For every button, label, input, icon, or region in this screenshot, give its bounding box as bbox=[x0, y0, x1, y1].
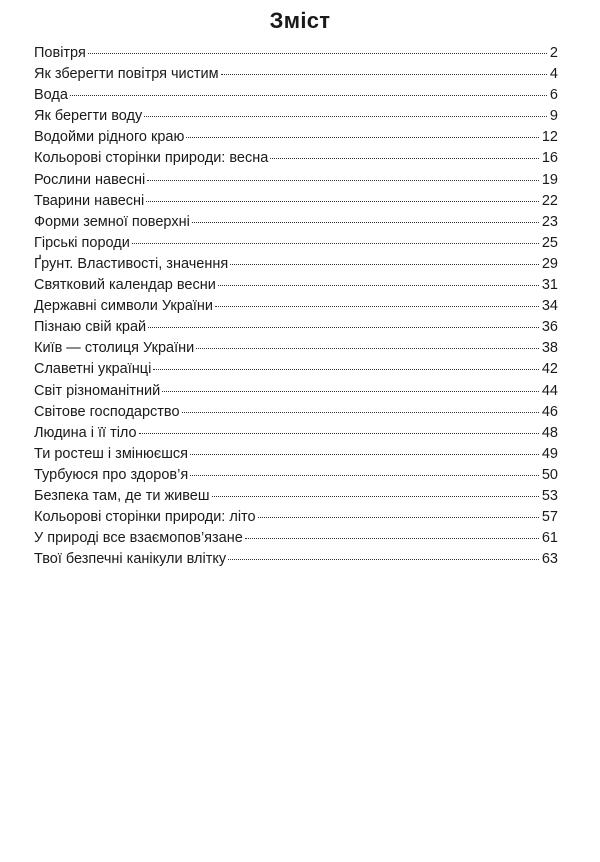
toc-entry bbox=[34, 85, 558, 106]
toc-entry-title: Водойми рідного краю bbox=[34, 129, 185, 146]
toc-entry bbox=[34, 465, 558, 486]
toc-entry bbox=[34, 127, 558, 148]
toc-entry-page-number: 4 bbox=[549, 66, 558, 83]
toc-entry-page-number: 9 bbox=[549, 108, 558, 125]
toc-entry-page-number: 29 bbox=[541, 255, 558, 272]
toc-entry bbox=[34, 212, 558, 233]
dot-leader bbox=[190, 454, 539, 455]
dot-leader bbox=[228, 559, 539, 560]
toc-entry bbox=[34, 64, 558, 85]
dot-leader bbox=[230, 264, 539, 265]
toc-entry bbox=[34, 359, 558, 380]
toc-entry bbox=[34, 106, 558, 127]
toc-entry bbox=[34, 254, 558, 275]
toc-entry-title: Кольорові сторінки природи: весна bbox=[34, 150, 269, 167]
dot-leader bbox=[147, 180, 539, 181]
toc-entry bbox=[34, 296, 558, 317]
dot-leader bbox=[190, 475, 539, 476]
toc-entry-page-number: 49 bbox=[541, 445, 558, 462]
dot-leader bbox=[218, 285, 539, 286]
toc-entry bbox=[34, 148, 558, 169]
toc-entry bbox=[34, 423, 558, 444]
toc-entry-title: Кольорові сторінки природи: літо bbox=[34, 509, 256, 526]
toc-entry-title: Славетні українці bbox=[34, 361, 152, 378]
toc-entry-title: У природі все взаємопов’язане bbox=[34, 530, 243, 547]
toc-entry-title: Турбуюся про здоров’я bbox=[34, 466, 189, 483]
toc-entry-title: Як берегти воду bbox=[34, 108, 143, 125]
table-of-contents bbox=[34, 43, 558, 570]
toc-entry-page-number: 16 bbox=[541, 150, 558, 167]
dot-leader bbox=[70, 95, 547, 96]
dot-leader bbox=[182, 412, 539, 413]
dot-leader bbox=[192, 222, 539, 223]
toc-entry bbox=[34, 338, 558, 359]
toc-entry-page-number: 25 bbox=[541, 234, 558, 251]
toc-entry bbox=[34, 233, 558, 254]
toc-entry-page-number: 31 bbox=[541, 277, 558, 294]
toc-entry bbox=[34, 191, 558, 212]
dot-leader bbox=[162, 391, 539, 392]
toc-entry-title: Людина і її тіло bbox=[34, 424, 137, 441]
toc-entry-title: Тварини навесні bbox=[34, 192, 145, 209]
toc-entry bbox=[34, 381, 558, 402]
toc-entry-title: Рослини навесні bbox=[34, 171, 146, 188]
toc-entry-page-number: 42 bbox=[541, 361, 558, 378]
toc-entry-page-number: 48 bbox=[541, 424, 558, 441]
toc-entry bbox=[34, 444, 558, 465]
toc-entry-page-number: 46 bbox=[541, 403, 558, 420]
toc-entry-page-number: 12 bbox=[541, 129, 558, 146]
toc-entry-title: Світ різноманітний bbox=[34, 382, 161, 399]
toc-entry-page-number: 44 bbox=[541, 382, 558, 399]
dot-leader bbox=[132, 243, 539, 244]
toc-entry-title: Безпека там, де ти живеш bbox=[34, 487, 210, 504]
dot-leader bbox=[196, 348, 539, 349]
toc-entry-page-number: 53 bbox=[541, 487, 558, 504]
dot-leader bbox=[146, 201, 539, 202]
toc-entry-title: Київ — столиця України bbox=[34, 340, 195, 357]
toc-entry-page-number: 34 bbox=[541, 298, 558, 315]
dot-leader bbox=[148, 327, 539, 328]
toc-entry-page-number: 19 bbox=[541, 171, 558, 188]
page-title: Зміст bbox=[269, 8, 331, 33]
toc-entry-title: Світове господарство bbox=[34, 403, 180, 420]
dot-leader bbox=[258, 517, 539, 518]
toc-entry-page-number: 57 bbox=[541, 509, 558, 526]
toc-entry-title: Державні символи України bbox=[34, 298, 214, 315]
toc-entry bbox=[34, 549, 558, 570]
toc-entry-title: Ґрунт. Властивості, значення bbox=[34, 255, 229, 272]
toc-entry-page-number: 50 bbox=[541, 466, 558, 483]
dot-leader bbox=[186, 137, 538, 138]
toc-entry bbox=[34, 43, 558, 64]
toc-entry-title: Повітря bbox=[34, 45, 86, 61]
toc-entry-page-number: 38 bbox=[541, 340, 558, 357]
toc-entry-page-number: 22 bbox=[541, 192, 558, 209]
toc-entry-title: Пізнаю свій край bbox=[34, 319, 147, 336]
toc-entry bbox=[34, 317, 558, 338]
toc-entry-page-number: 61 bbox=[541, 530, 558, 547]
toc-entry bbox=[34, 402, 558, 423]
dot-leader bbox=[212, 496, 539, 497]
dot-leader bbox=[221, 74, 547, 75]
dot-leader bbox=[144, 116, 547, 117]
dot-leader bbox=[215, 306, 539, 307]
toc-entry bbox=[34, 507, 558, 528]
toc-entry-title: Твої безпечні канікули влітку bbox=[34, 551, 227, 568]
toc-entry-title: Вода bbox=[34, 87, 68, 104]
toc-entry-page-number: 23 bbox=[541, 213, 558, 230]
toc-entry bbox=[34, 486, 558, 507]
dot-leader bbox=[88, 53, 547, 54]
toc-entry-page-number: 36 bbox=[541, 319, 558, 336]
toc-entry bbox=[34, 275, 558, 296]
toc-entry-page-number: 6 bbox=[549, 87, 558, 104]
toc-entry bbox=[34, 528, 558, 549]
dot-leader bbox=[139, 433, 539, 434]
toc-entry-title: Ти ростеш і змінюєшся bbox=[34, 445, 189, 462]
toc-entry-title: Форми земної поверхні bbox=[34, 213, 190, 230]
dot-leader bbox=[245, 538, 539, 539]
toc-entry-title: Гірські породи bbox=[34, 234, 130, 251]
toc-entry bbox=[34, 170, 558, 191]
toc-entry-title: Святковий календар весни bbox=[34, 277, 216, 294]
dot-leader bbox=[270, 158, 539, 159]
toc-entry-page-number: 63 bbox=[541, 551, 558, 568]
toc-entry-title: Як зберегти повітря чистим bbox=[34, 66, 219, 83]
toc-entry-page-number: 2 bbox=[549, 45, 558, 61]
dot-leader bbox=[153, 369, 539, 370]
